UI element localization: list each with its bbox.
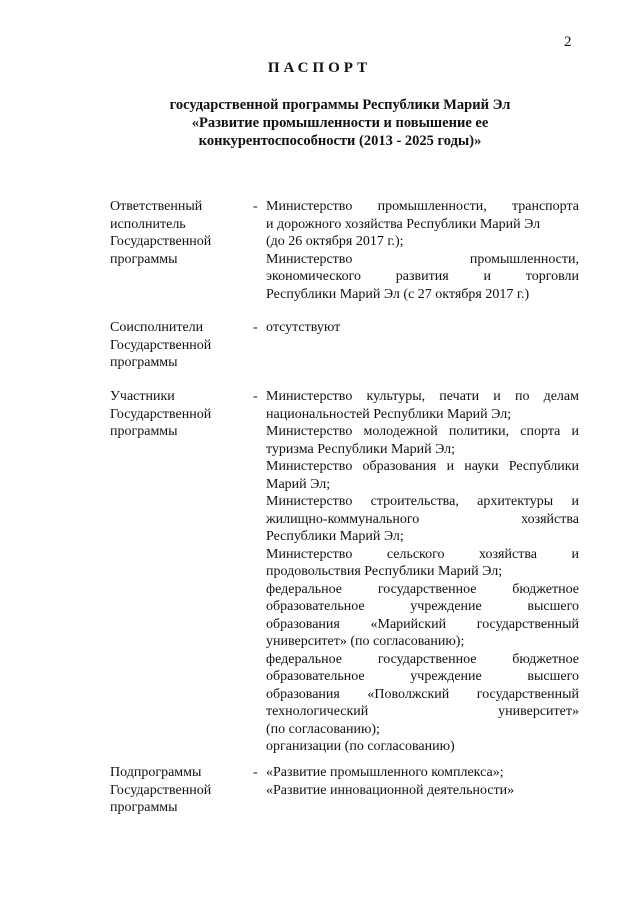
row-content bbox=[266, 764, 579, 799]
row-content-line: продовольствия Республики Марий Эл; bbox=[266, 564, 503, 579]
row-label-line: Подпрограммы bbox=[110, 765, 202, 780]
row-content-line: туризма Республики Марий Эл; bbox=[266, 441, 456, 457]
row-label-line: Ответственный bbox=[110, 199, 203, 214]
row-label-line: Участники bbox=[110, 389, 175, 404]
row-dash: - bbox=[253, 199, 258, 214]
row-content-line: «Развитие инновационной деятельности» bbox=[266, 782, 515, 798]
row-content-line: отсутствуют bbox=[266, 320, 341, 335]
row-label-line: Государственной bbox=[110, 337, 212, 353]
row-content-line: федеральное государственное бюджетное bbox=[266, 581, 579, 597]
row-content-line: Министерство строительства, архитектуры и bbox=[266, 494, 579, 509]
document-title: ПАСПОРТ bbox=[267, 60, 372, 76]
row-label-line: Соисполнители bbox=[110, 320, 204, 335]
subtitle-line: государственной программы Республики Марий Эл bbox=[169, 97, 511, 113]
subtitle-line: «Развитие промышленности и повышение ее bbox=[191, 115, 489, 131]
row-content-line: организации (по согласованию) bbox=[266, 739, 455, 754]
subtitle-line: конкурентоспособности (2013 - 2025 годы)» bbox=[198, 133, 482, 149]
row-content-line: образовательное учреждение высшего bbox=[266, 669, 579, 684]
row-content-line: Министерство промышленности, транспорта bbox=[266, 199, 579, 214]
row-label bbox=[110, 319, 250, 372]
row-label-line: Государственной bbox=[110, 782, 212, 798]
row-content-line: Министерство промышленности, bbox=[266, 251, 579, 267]
row-content-line: (до 26 октября 2017 г.); bbox=[266, 234, 404, 249]
document-subtitle bbox=[150, 96, 530, 150]
row-label bbox=[110, 764, 250, 817]
row-content-line: Республики Марий Эл; bbox=[266, 529, 404, 544]
row-content-line: технологический университет» bbox=[266, 704, 579, 719]
row-content-line: Республики Марий Эл (с 27 октября 2017 г.) bbox=[266, 286, 530, 302]
row-content bbox=[266, 198, 579, 303]
row-content-line: Министерство сельского хозяйства и bbox=[266, 546, 579, 562]
row-content-line: федеральное государственное бюджетное bbox=[266, 651, 579, 667]
row-content bbox=[266, 319, 579, 337]
row-dash: - bbox=[253, 389, 258, 404]
row-label-line: программы bbox=[110, 424, 178, 439]
row-content-line: образования «Марийский государственный bbox=[266, 616, 579, 632]
row-content-line: «Развитие промышленного комплекса»; bbox=[266, 765, 504, 780]
row-label-line: Государственной bbox=[110, 234, 212, 249]
row-label-line: программы bbox=[110, 251, 178, 267]
row-label-line: исполнитель bbox=[110, 216, 186, 232]
row-content-line: и дорожного хозяйства Республики Марий Эл bbox=[266, 216, 541, 232]
row-label-line: программы bbox=[110, 355, 178, 370]
row-content-line: жилищно-коммунального хозяйства bbox=[266, 511, 579, 527]
row-content-line: экономического развития и торговли bbox=[266, 269, 579, 284]
row-content-line: национальностей Республики Марий Эл; bbox=[266, 406, 512, 422]
row-content-line: Министерство культуры, печати и по делам bbox=[266, 389, 579, 404]
row-label-line: Государственной bbox=[110, 406, 212, 422]
row-content-line: Министерство молодежной политики, спорта и bbox=[266, 424, 579, 439]
row-content-line: университет» (по согласованию); bbox=[266, 634, 465, 649]
row-content-line: образования «Поволжский государственный bbox=[266, 686, 579, 702]
row-label bbox=[110, 198, 250, 268]
row-content-line: Марий Эл; bbox=[266, 476, 331, 492]
page-number: 2 bbox=[564, 34, 572, 50]
row-label bbox=[110, 388, 250, 441]
row-dash: - bbox=[253, 765, 258, 780]
row-content-line: Министерство образования и науки Республики bbox=[266, 459, 579, 474]
row-content-line: (по согласованию); bbox=[266, 721, 380, 737]
row-content bbox=[266, 388, 579, 756]
row-label-line: программы bbox=[110, 800, 178, 815]
row-dash: - bbox=[253, 320, 258, 335]
row-content-line: образовательное учреждение высшего bbox=[266, 599, 579, 614]
